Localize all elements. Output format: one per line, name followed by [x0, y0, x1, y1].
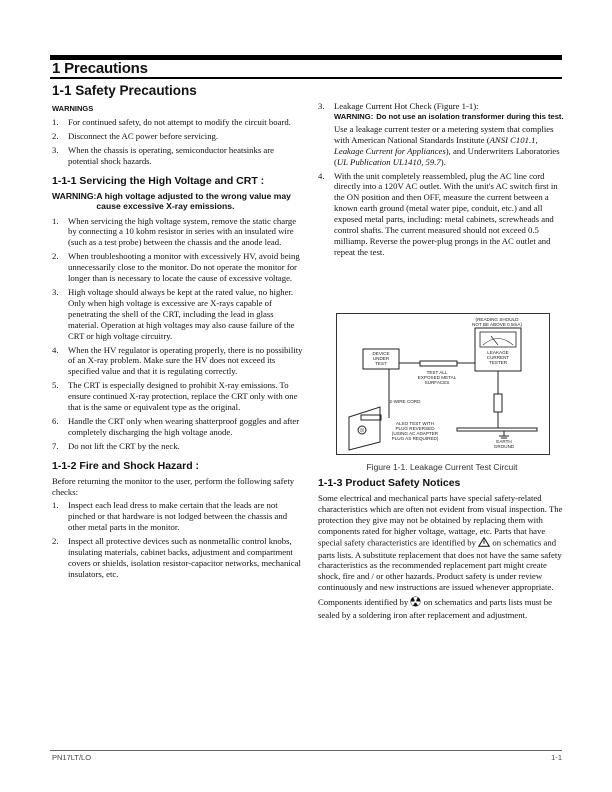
list-item: 7. Do not lift the CRT by the neck.: [52, 440, 180, 451]
chapter-rule: [50, 77, 562, 79]
figure-caption: Figure 1-1. Leakage Current Test Circuit: [366, 462, 518, 472]
warning-triangle-icon: [478, 537, 490, 550]
chapter-title: 1 Precautions: [52, 60, 148, 77]
list-item: 4. With the unit completely reassembled, plug the AC line cord directly into a 120V AC outlet. With the unit's AC switch first in the ON position and then OFF, measure the current between a known earth ground (metal water pipe, conduit, etc.) and all exposed metal parts, including: metal cabinets, screwheads and control shafts. The current measured should not exceed 0.5 milliamp. Reverse the power-plug prongs in the AC outlet and repeat the test.: [318, 170, 558, 257]
svg-text:PLUG AS REQUIRED): PLUG AS REQUIRED): [391, 436, 439, 441]
notice-paragraph-2: Components identified by on schematics and parts lists must be sealed by a soldering iron after replacement and adjustment.: [318, 597, 552, 621]
svg-text:TESTER: TESTER: [488, 360, 508, 365]
list-item: 3. Leakage Current Hot Check (Figure 1-1): WARNING: Do not use an isolation transformer during this test. Use a leakage current tester or a metering system that complies with American National Standards Institute (ANSI C101.1, Leakage Current for Appliances), and Underwriters Laboratories (UL Publication UL1410, 59.7).: [318, 101, 566, 168]
fire-list: [52, 500, 304, 579]
notice-paragraph-1: Some electrical and mechanical parts have special safety-related characteristics which are often not evident from visual inspection. The protection they give may not be obtained by replacing them with components rated for higher voltage, wattage, etc. Parts that have special safety characteristics are identified by on schematics and parts lists. A substitute replacement that does not have the same safety characteristics as the recommended replacement part might create shock, fire and / or other hazards. Product safety is under review continuously and new instructions are issued whenever appropriate.: [318, 493, 563, 593]
list-item: 5. The CRT is especially designed to prohibit X-ray emissions. To ensure continued X-ray protection, replace the CRT only with one that is the same or equivalent type as the original.: [52, 380, 298, 413]
subsection-title-1-1-1: 1-1-1 Servicing the High Voltage and CRT :: [52, 174, 265, 187]
svg-text:GROUND: GROUND: [493, 444, 515, 449]
list-item: 2. Inspect all protective devices such as nonmetallic control knobs, insulating materials, cabinet backs, adjustment and compartment covers or shields, isolation resistor-capacitor networks, mechanical insulators, etc.: [52, 536, 301, 579]
svg-text:NOT BE ABOVE 0.5mA): NOT BE ABOVE 0.5mA): [472, 322, 522, 327]
list-item: 2. When troubleshooting a monitor with excessively HV, avoid being unnecessarily close to the monitor. Do not operate the monitor for longer than is necessary to locate the cause of excessive voltage.: [52, 251, 300, 284]
svg-text:(USING AC ADAPTER: (USING AC ADAPTER: [391, 431, 439, 436]
footer-rule: [50, 750, 562, 751]
list-item: 2. Disconnect the AC power before servicing.: [52, 130, 219, 141]
list-item: 6. Handle the CRT only when wearing shatterproof goggles and after completely discharging the high voltage anode.: [52, 415, 300, 437]
svg-text:TEST ALL: TEST ALL: [426, 370, 448, 375]
leakage-test-figure: [336, 313, 550, 455]
svg-text:SURFACES: SURFACES: [424, 380, 450, 385]
left-column: [52, 82, 304, 583]
list-item: 1. When servicing the high voltage system, remove the static charge by connecting a 10 kohm resistor in series with an insulated wire (such as a test probe) between the chassis and the anode lead.: [52, 215, 297, 248]
svg-text:(READING SHOULD: (READING SHOULD: [475, 317, 519, 322]
svg-text:DEVICE: DEVICE: [372, 351, 390, 356]
list-item: 1. Inspect each lead dress to make certain that the leads are not pinched or that hardware is not lodged between the chassis and other metal parts in the monitor.: [52, 500, 288, 533]
svg-text:EXPOSED METAL: EXPOSED METAL: [417, 375, 457, 380]
svg-text:UNDER: UNDER: [372, 356, 390, 361]
svg-text:CURRENT: CURRENT: [486, 355, 510, 360]
warnings-label: WARNINGS: [52, 104, 94, 113]
svg-text:LEAKAGE: LEAKAGE: [487, 350, 509, 355]
list-item: 4. When the HV regulator is operating properly, there is no possibility of an X-ray problem. Make sure the HV does not exceed its specified value and that it is regulating correctly.: [52, 344, 303, 377]
svg-text:2-WIRE CORD: 2-WIRE CORD: [389, 399, 421, 404]
hv-warning: WARNING: A high voltage adjusted to the wrong value may cause excessive X-ray emissions.: [52, 190, 291, 212]
list-item: 3. When the chassis is operating, semiconductor heatsinks are potential shock hazards.: [52, 144, 275, 166]
isolation-warning: WARNING: Do not use an isolation transformer during this test.: [334, 111, 564, 121]
warnings-list: [52, 117, 304, 167]
svg-text:TEST: TEST: [375, 361, 387, 366]
radiation-symbol-icon: [410, 596, 421, 610]
svg-text:ALSO TEST WITH: ALSO TEST WITH: [395, 421, 435, 426]
svg-text:EARTH: EARTH: [496, 439, 512, 444]
product-safety-notices: [318, 477, 566, 624]
section-title: 1-1 Safety Precautions: [52, 83, 197, 98]
list-item: 3. High voltage should always be kept at the rated value, no higher. Only when high voltage is excessive are X-rays capable of penetrating the shell of the CRT, including the lead in glass material. Operation at high voltages may also cause failure of the CRT or high voltage circuitry.: [52, 286, 295, 341]
hv-list: [52, 216, 304, 452]
subsection-title-1-1-3: 1-1-3 Product Safety Notices: [318, 477, 461, 489]
leakage-circuit-diagram: [337, 314, 549, 454]
list-item: 1. For continued safety, do not attempt to modify the circuit board.: [52, 116, 291, 127]
svg-text:PLUG REVERSED: PLUG REVERSED: [395, 426, 435, 431]
subsection-title-1-1-2: 1-1-2 Fire and Shock Hazard :: [52, 459, 200, 472]
right-column: [318, 101, 566, 261]
fire-list-continued: [318, 101, 566, 258]
footer-model: PN17LT/LO: [52, 753, 92, 762]
footer-page-number: 1-1: [551, 753, 562, 762]
fire-intro: Before returning the monitor to the user, perform the following safety checks:: [52, 475, 295, 497]
